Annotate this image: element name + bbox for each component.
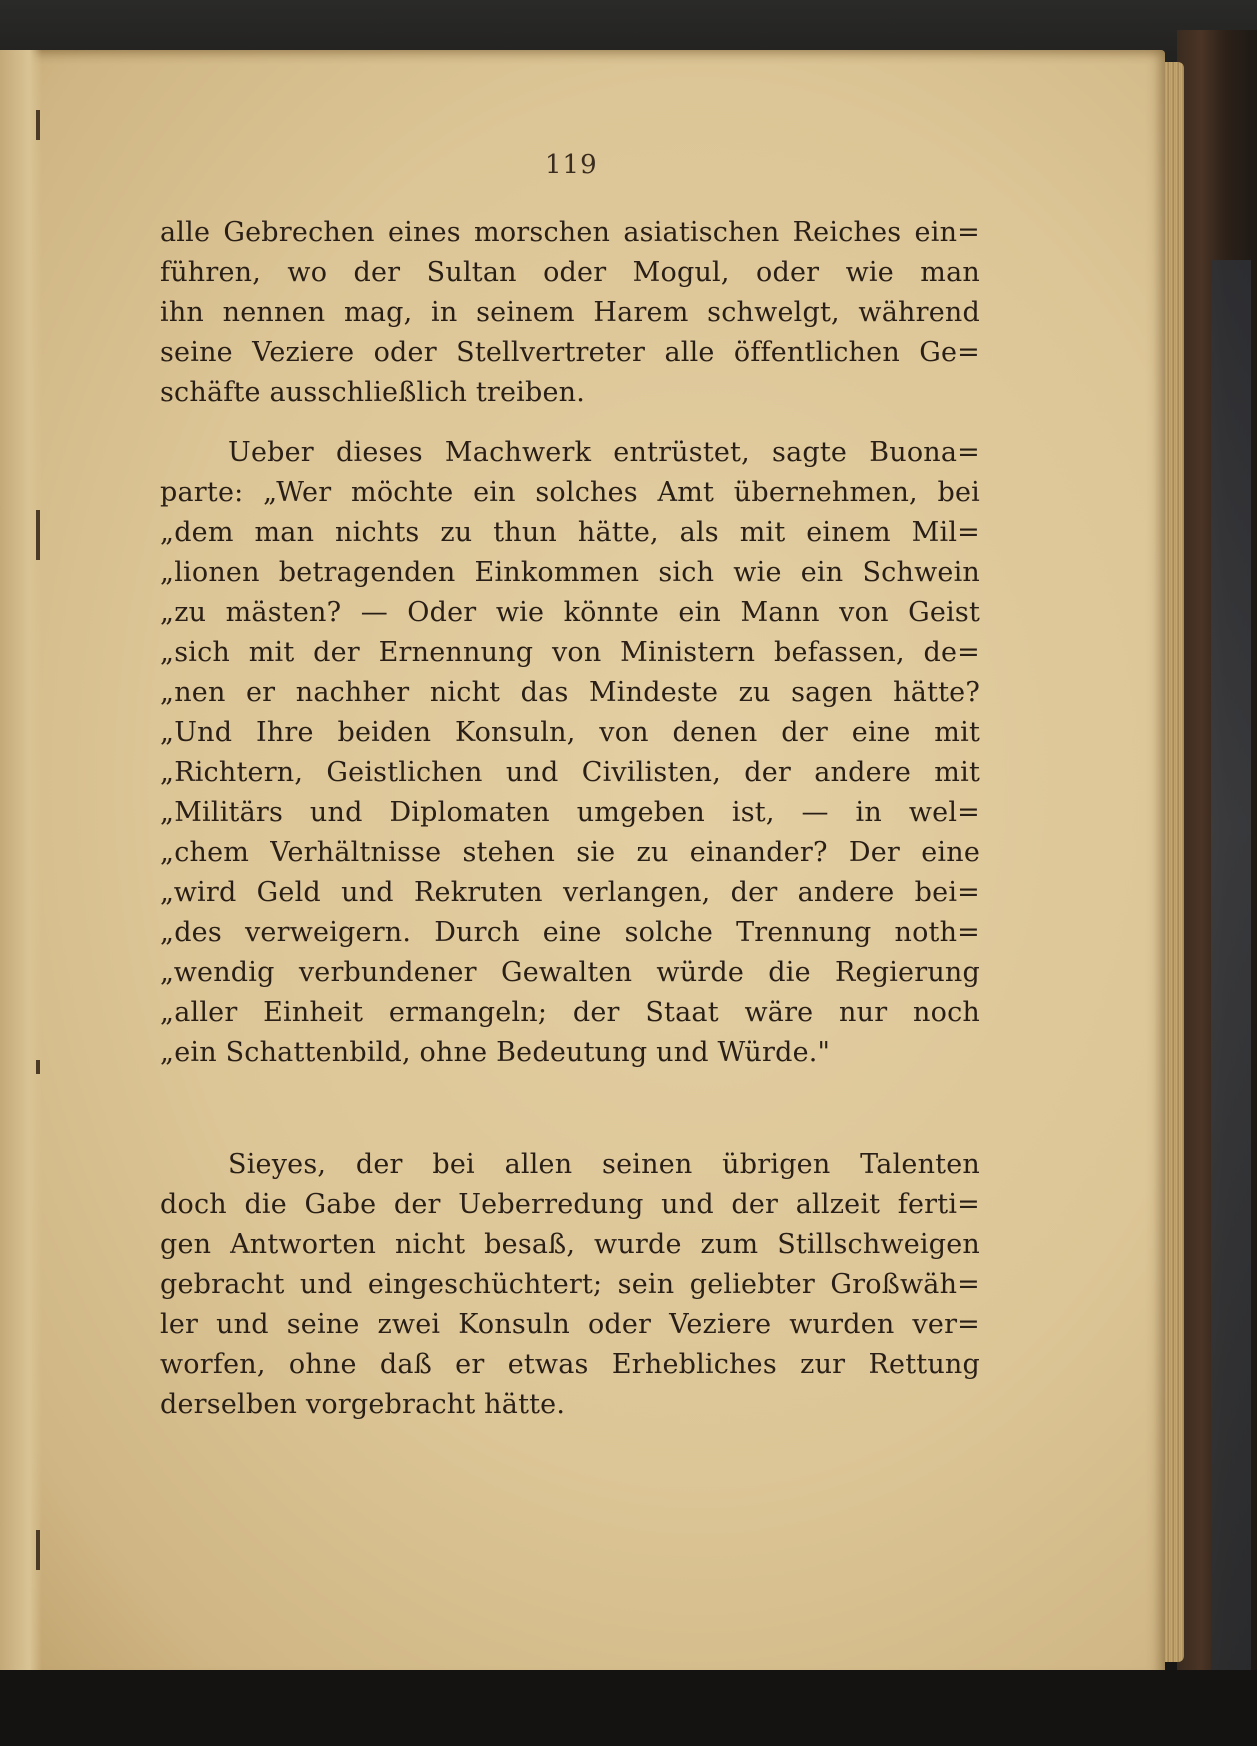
text-line: parte: „Wer möchte ein solches Amt übernehmen, bei	[160, 477, 980, 508]
text-line: seine Veziere oder Stellvertreter alle öffentlichen Ge=	[160, 337, 980, 368]
text-line: ihn nennen mag, in seinem Harem schwelgt, während	[160, 297, 980, 328]
text-line: „nen er nachher nicht das Mindeste zu sagen hätte?	[160, 677, 980, 708]
text-line: Sieyes, der bei allen seinen übrigen Talenten	[228, 1149, 980, 1180]
text-line: ler und seine zwei Konsuln oder Veziere wurden ver=	[160, 1309, 980, 1340]
page-gutter	[0, 50, 42, 1680]
text-line: doch die Gabe der Ueberredung und der allzeit ferti=	[160, 1189, 980, 1220]
page-number: 119	[545, 150, 598, 180]
text-line: „lionen betragenden Einkommen sich wie ein Schwein	[160, 557, 980, 588]
text-line: Ueber dieses Machwerk entrüstet, sagte Buona=	[228, 437, 980, 468]
text-line: „wird Geld und Rekruten verlangen, der andere bei=	[160, 877, 980, 908]
text-line: „Militärs und Diplomaten umgeben ist, — in wel=	[160, 797, 980, 828]
text-line: führen, wo der Sultan oder Mogul, oder wie man	[160, 257, 980, 288]
paragraph-3	[160, 1145, 980, 1425]
text-line: „wendig verbundener Gewalten würde die Regierung	[160, 957, 980, 988]
book-cover-edge	[1177, 30, 1257, 1690]
cover-worn-area	[1211, 260, 1251, 1680]
gutter-mark	[36, 110, 40, 140]
text-line: „sich mit der Ernennung von Ministern befassen, de=	[160, 637, 980, 668]
text-line: „zu mästen? — Oder wie könnte ein Mann von Geist	[160, 597, 980, 628]
text-line: worfen, ohne daß er etwas Erhebliches zur Rettung	[160, 1349, 980, 1380]
text-line: „aller Einheit ermangeln; der Staat wäre nur noch	[160, 997, 980, 1028]
text-line: „Richtern, Geistlichen und Civilisten, der andere mit	[160, 757, 980, 788]
text-line: derselben vorgebracht hätte.	[160, 1389, 566, 1420]
text-line: alle Gebrechen eines morschen asiatischen Reiches ein=	[160, 217, 980, 248]
paragraph-2	[160, 433, 980, 1073]
text-line: „Und Ihre beiden Konsuln, von denen der eine mit	[160, 717, 980, 748]
text-line: „chem Verhältnisse stehen sie zu einander? Der eine	[160, 837, 980, 868]
gutter-mark	[36, 510, 40, 560]
scan-bottom-shadow	[0, 1670, 1257, 1746]
text-line: „dem man nichts zu thun hätte, als mit einem Mil=	[160, 517, 980, 548]
text-line: gebracht und eingeschüchtert; sein geliebter Großwäh=	[160, 1269, 980, 1300]
text-line: „des verweigern. Durch eine solche Trennung noth=	[160, 917, 980, 948]
text-line: gen Antworten nicht besaß, wurde zum Stillschweigen	[160, 1229, 980, 1260]
text-line: schäfte ausschließlich treiben.	[160, 377, 586, 408]
gutter-mark	[36, 1060, 40, 1074]
paragraph-1	[160, 213, 980, 413]
text-line: „ein Schattenbild, ohne Bedeutung und Würde."	[160, 1037, 831, 1068]
gutter-mark	[36, 1530, 40, 1570]
